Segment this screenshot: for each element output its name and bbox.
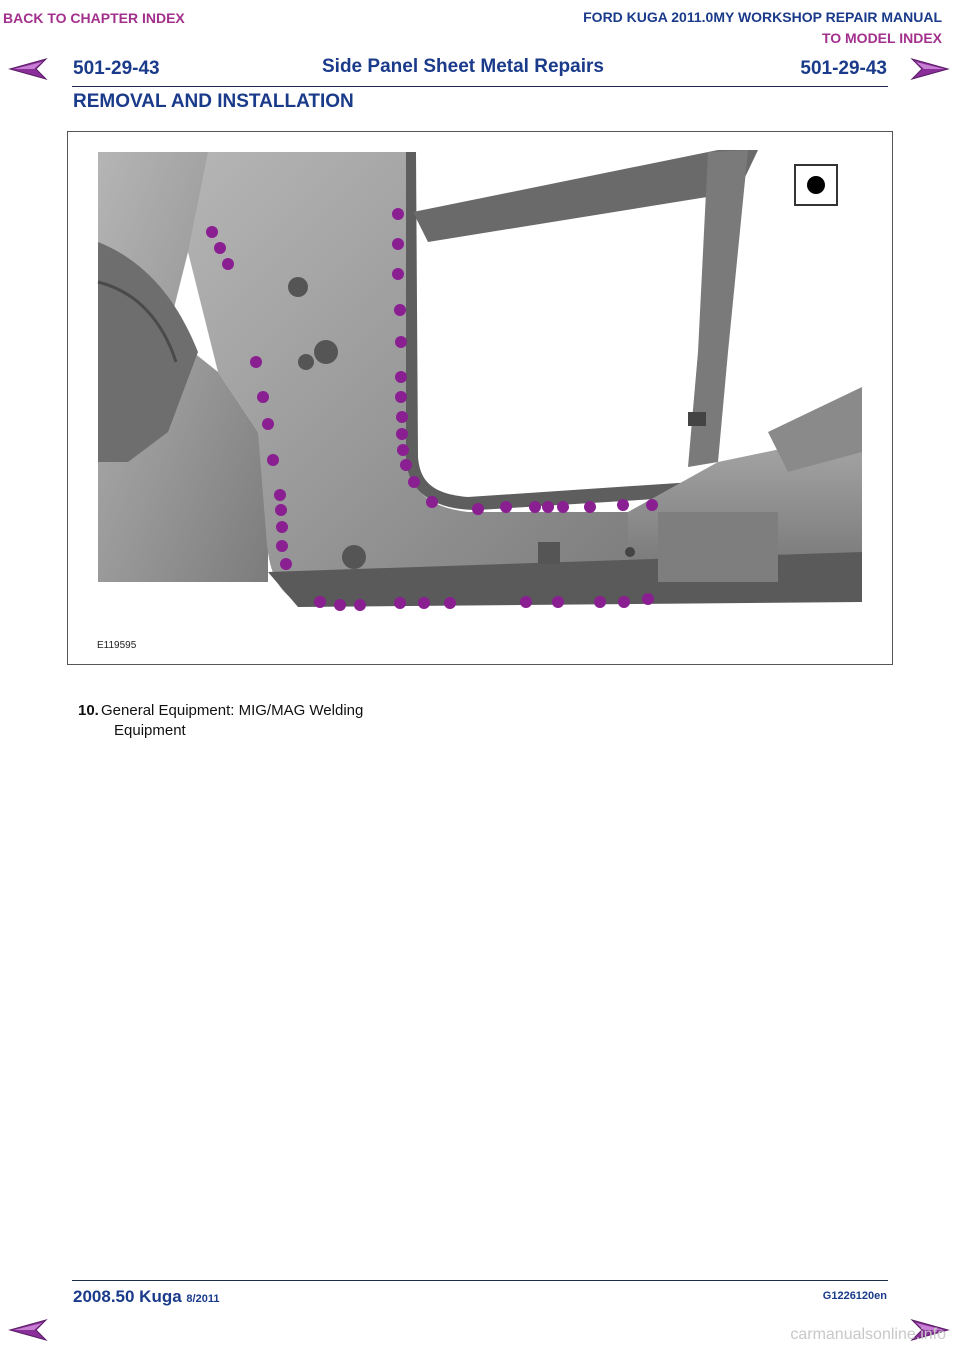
footer-date: 8/2011 (186, 1293, 220, 1305)
page-number-right: 501-29-43 (800, 58, 887, 79)
step-number: 10. (78, 702, 99, 719)
manual-title: FORD KUGA 2011.0MY WORKSHOP REPAIR MANUAL (583, 9, 942, 25)
figure-frame (67, 131, 893, 665)
figure-id: E119595 (97, 640, 137, 651)
step-text-line1: General Equipment: MIG/MAG Welding (101, 702, 364, 719)
footer-code: G1226120en (822, 1290, 887, 1302)
footer-model (73, 1287, 219, 1307)
watermark: carmanualsonline.info (790, 1326, 946, 1343)
right-arrow-icon[interactable] (910, 57, 950, 81)
page-number-left: 501-29-43 (73, 58, 160, 79)
back-to-chapter-index-link[interactable]: BACK TO CHAPTER INDEX (3, 10, 185, 26)
footer-rule (72, 1280, 888, 1281)
side-panel-weld-diagram (68, 132, 892, 664)
footer-model-name: 2008.50 Kuga (73, 1287, 182, 1306)
to-model-index-link[interactable]: TO MODEL INDEX (821, 30, 942, 46)
bottom-left-arrow-icon[interactable] (8, 1318, 48, 1342)
left-arrow-icon[interactable] (8, 57, 48, 81)
step-text-line2: Equipment (114, 722, 186, 739)
section-heading: REMOVAL AND INSTALLATION (73, 91, 354, 112)
page-title: Side Panel Sheet Metal Repairs (322, 56, 604, 77)
header-rule (72, 86, 888, 87)
